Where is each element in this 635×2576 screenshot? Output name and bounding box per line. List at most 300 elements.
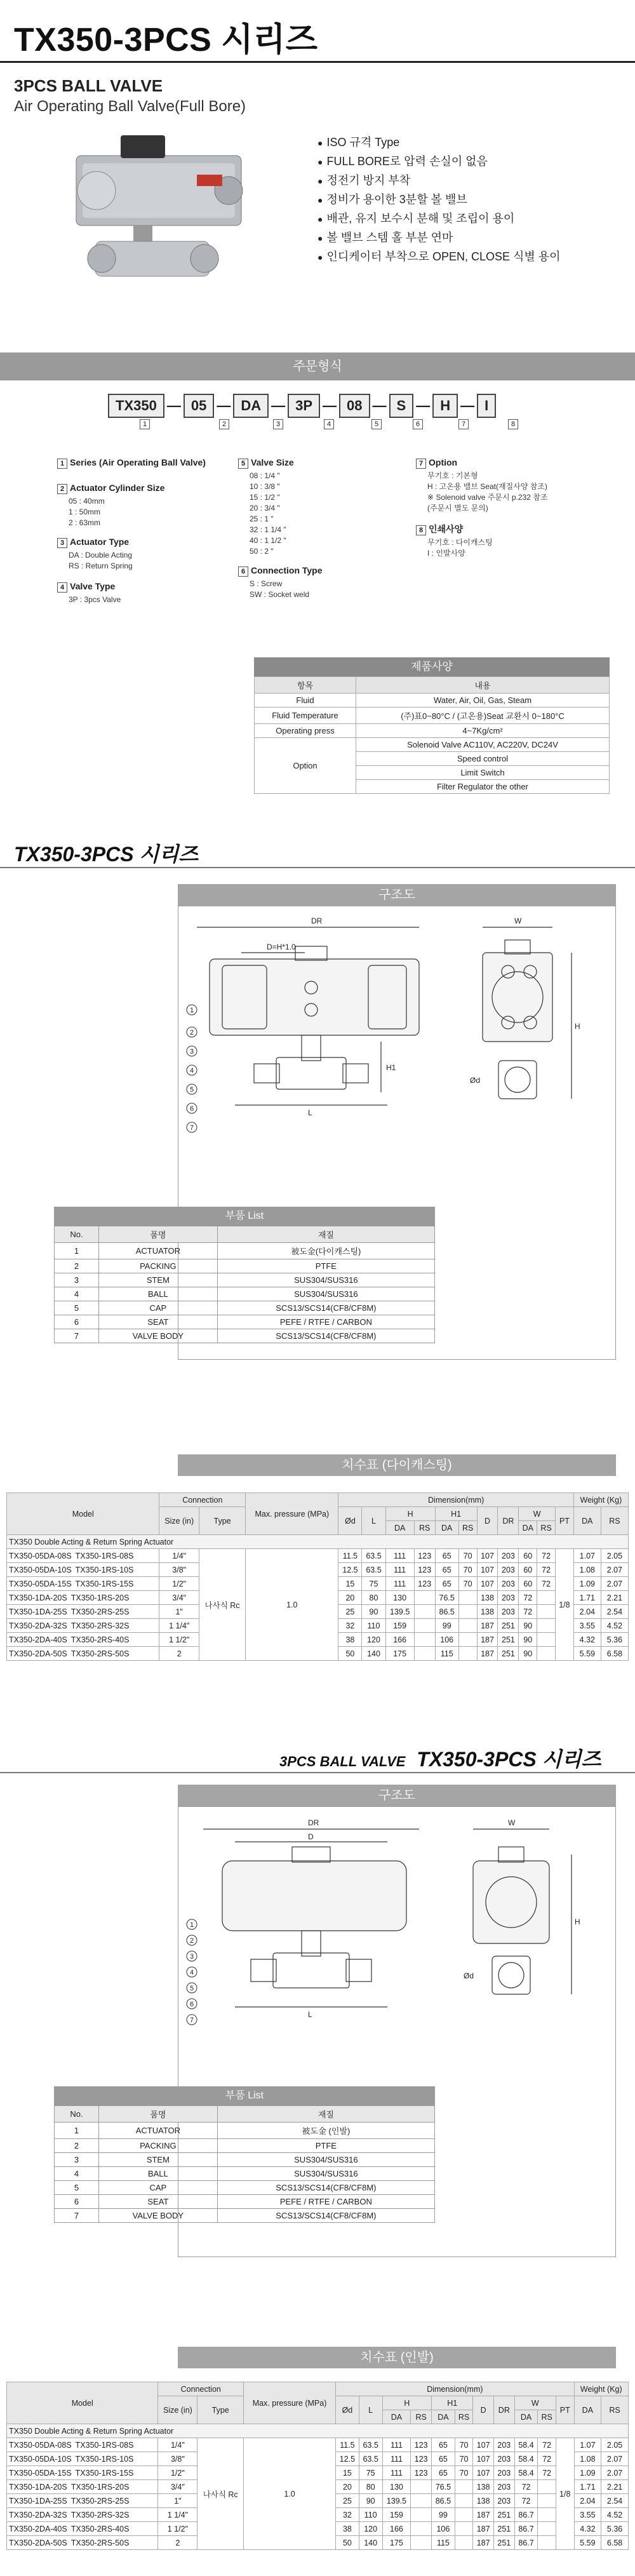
dim-header-cell: Connection (158, 2382, 244, 2396)
dim-cell: 72 (519, 1605, 537, 1619)
dim-cell (458, 1591, 477, 1605)
code-num: 8 (508, 419, 521, 429)
dim-cell (411, 2508, 432, 2522)
section1-divider (0, 867, 635, 868)
dim-label: Ød (464, 1971, 474, 1980)
dim-model-cell: TX350-2DA-32S TX350-2RS-32S (7, 1619, 159, 1633)
dim-label: H1 (386, 1063, 396, 1072)
dim-header-cell: W (519, 1507, 556, 1521)
code-valve-type: 3P (288, 394, 320, 418)
dim-cell: 86.7 (514, 2536, 538, 2550)
dim-cell: 106 (432, 2522, 455, 2536)
dim-label: DR (311, 916, 323, 925)
dim-cell: 251 (498, 1633, 519, 1647)
dim-cell: 4.32 (573, 1633, 601, 1647)
dim-cell: 2.07 (601, 1563, 628, 1577)
dim-cell: 187 (477, 1647, 498, 1661)
dim-cell: 203 (494, 2480, 515, 2494)
dim-cell: 4.32 (574, 2522, 601, 2536)
dim-cell: 4.52 (601, 1619, 628, 1633)
dim-cell: 1.07 (573, 1549, 601, 1563)
dim-header-cell: RS (458, 1521, 477, 1535)
dim-cell: 63.5 (362, 1549, 385, 1563)
dim-header-cell: RS (601, 2396, 629, 2424)
dim-cell: 90 (519, 1619, 537, 1633)
dim-cell: 65 (435, 1549, 458, 1563)
dim-cell: 107 (477, 1563, 498, 1577)
dim-model-cell: TX350-2DA-40S TX350-2RS-40S (7, 2522, 158, 2536)
dim-cell: 120 (359, 2522, 382, 2536)
dim-cell: 139.5 (385, 1605, 414, 1619)
dim-cell: 86.5 (432, 2494, 455, 2508)
dim-cell: 2.21 (601, 1591, 628, 1605)
dim-cell: 65 (432, 2438, 455, 2452)
dim-cell: 123 (414, 1577, 435, 1591)
dim-cell: 115 (435, 1647, 458, 1661)
parts-table-2: No. 품명 재질 1 ACTUATOR 被도金 (인발) 2 PACKING PTFE 3 STEM SUS304/SUS316 4 BALL SUS304/SUS316 5 CAP SCS13/SCS14(CF8/CF8M) 6 SEAT PEFE / RTFE / CARBON 7 VALVE BODY SCS13/SCS14(CF8/CF8M) (54, 2105, 435, 2223)
dim-header-cell: D (473, 2396, 494, 2424)
dim-cell: 1/2" (159, 1577, 199, 1591)
code-num: 6 (413, 419, 425, 429)
dim-model-cell: TX350-1DA-20S TX350-1RS-20S (7, 2480, 158, 2494)
dim-cell: 65 (435, 1563, 458, 1577)
section1-title: TX350-3PCS 시리즈 (14, 843, 199, 866)
dim-label: H (575, 1022, 580, 1031)
dim-cell (455, 2522, 473, 2536)
dim-header-cell: H1 (435, 1507, 477, 1521)
dim-cell: 70 (455, 2452, 473, 2466)
dim-cell: 63.5 (359, 2452, 382, 2466)
legend-actuator-size: 2 Actuator Cylinder Size 05 : 40mm 1 : 50mm 2 : 63mm (57, 483, 229, 528)
dim-cell: 111 (385, 1563, 414, 1577)
callout-1: 1 (189, 1921, 194, 1929)
valve-drawing-2 (184, 1816, 616, 2070)
dim-cell: 187 (473, 2522, 494, 2536)
legend-paint: 8 인쇄사양 무기호 : 다이캐스팅 I : 인발사양 (416, 524, 619, 559)
code-connection: S (389, 394, 414, 418)
dim-cell: 1.08 (573, 1563, 601, 1577)
dim-cell: 1/4" (159, 1549, 199, 1563)
dim-cell: 1.0 (246, 1549, 338, 1661)
dim-model-cell: TX350-05DA-08S TX350-1RS-08S (7, 1549, 159, 1563)
dim-cell: 3/4" (159, 1591, 199, 1605)
dim-cell: 90 (519, 1647, 537, 1661)
callout-7: 7 (189, 1124, 194, 1132)
dim-cell: 175 (385, 1647, 414, 1661)
dim-header-cell: Max. pressure (MPa) (244, 2382, 336, 2424)
parts-table-1: No. 품명 재질 1 ACTUATOR 被도金(다이캐스팅) 2 PACKING PTFE 3 STEM SUS304/SUS316 4 BALL SUS304/SUS316 5 CAP SCS13/SCS14(CF8/CF8M) 6 SEAT PEFE / RTFE / CARBON 7 VALVE BODY SCS13/SCS14(CF8/CF8M) (54, 1226, 435, 1343)
dim-label: Ød (470, 1076, 481, 1085)
dim-header-cell: RS (455, 2410, 473, 2424)
legend-valve-type: 4 Valve Type 3P : 3pcs Valve (57, 581, 229, 605)
dim-cell: 15 (336, 2466, 359, 2480)
dim-cell: 187 (477, 1619, 498, 1633)
callout-4: 4 (189, 1067, 194, 1075)
dim-cell (455, 2508, 473, 2522)
dim-cell: 70 (458, 1549, 477, 1563)
dims-header-1: 치수표 (다이캐스팅) (178, 1454, 616, 1476)
dim-cell: 203 (494, 2494, 515, 2508)
code-paint: I (477, 394, 496, 418)
dim-model-cell: TX350-2DA-50S TX350-2RS-50S (7, 2536, 158, 2550)
dim-cell (458, 1605, 477, 1619)
product-subtitle-2: Air Operating Ball Valve(Full Bore) (14, 98, 246, 115)
structure-header-2: 구조도 (178, 1785, 616, 1806)
dim-model-cell: TX350-1DA-25S TX350-2RS-25S (7, 1605, 159, 1619)
dim-cell: 110 (362, 1619, 385, 1633)
code-num: 4 (324, 419, 337, 429)
dim-cell: 75 (362, 1577, 385, 1591)
dim-header-cell: Weight (Kg) (574, 2382, 628, 2396)
dim-cell: 106 (435, 1633, 458, 1647)
dim-cell (455, 2494, 473, 2508)
dim-cell: 72 (519, 1591, 537, 1605)
dim-cell: 12.5 (336, 2452, 359, 2466)
dim-cell: 60 (519, 1563, 537, 1577)
dim-cell: 20 (338, 1591, 362, 1605)
dim-model-cell: TX350-05DA-15S TX350-1RS-15S (7, 2466, 158, 2480)
dim-cell: 75 (359, 2466, 382, 2480)
code-num: 1 (140, 419, 152, 429)
dim-cell (455, 2480, 473, 2494)
dim-cell: 2.07 (601, 2466, 629, 2480)
dim-cell: 15 (338, 1577, 362, 1591)
dim-model-cell: TX350-05DA-10S TX350-1RS-10S (7, 1563, 159, 1577)
dim-cell: 2.21 (601, 2480, 629, 2494)
dim-cell: 5.59 (573, 1647, 601, 1661)
feature-list (318, 133, 561, 267)
code-actuator-type: DA (233, 394, 269, 418)
dim-cell: 70 (455, 2438, 473, 2452)
callout-3: 3 (189, 1048, 194, 1056)
dim-cell: 72 (514, 2480, 538, 2494)
dim-cell: 203 (494, 2452, 515, 2466)
dim-cell (411, 2522, 432, 2536)
dim-cell: 138 (473, 2480, 494, 2494)
dim-cell: 120 (362, 1633, 385, 1647)
dim-model-cell: TX350-05DA-10S TX350-1RS-10S (7, 2452, 158, 2466)
dim-cell: 2.04 (574, 2494, 601, 2508)
dim-cell (414, 1591, 435, 1605)
dim-model-cell: TX350-05DA-08S TX350-1RS-08S (7, 2438, 158, 2452)
dim-cell: 138 (477, 1605, 498, 1619)
dim-header-cell: Model (7, 2382, 158, 2424)
code-num: 2 (219, 419, 232, 429)
dim-cell: 159 (382, 2508, 411, 2522)
dim-cell: 6.58 (601, 1647, 628, 1661)
spec-table: 항목 내용 Fluid Water, Air, Oil, Gas, Steam Fluid Temperature (주)표0~80°C / (고온용)Seat 교환시 0~180°C Operating press 4~7Kg/cm² Option Solenoid Valve AC110V, AC220V, DC24V Speed control Limit Switch Filter Regulator the other (254, 676, 610, 794)
section2-title: 3PCS BALL VALVE TX350-3PCS 시리즈 (279, 1748, 601, 1771)
code-actuator-size: 05 (184, 394, 214, 418)
dim-cell: 175 (382, 2536, 411, 2550)
dim-cell: 251 (494, 2536, 515, 2550)
dim-cell: 1.07 (574, 2438, 601, 2452)
dim-cell: 32 (336, 2508, 359, 2522)
feature-item: ● 정비가 용이한 3분할 볼 밸브 (318, 191, 561, 210)
dim-cell: 70 (455, 2466, 473, 2480)
dim-header-cell: H (382, 2396, 432, 2410)
dim-cell: 107 (473, 2452, 494, 2466)
structure-header-1: 구조도 (178, 884, 616, 906)
dim-cell: 3/8" (158, 2452, 197, 2466)
dim-cell: 110 (359, 2508, 382, 2522)
code-num: 7 (458, 419, 471, 429)
callout-5: 5 (189, 1086, 194, 1094)
dim-cell: 2.05 (601, 1549, 628, 1563)
dim-header-cell: PT (556, 2396, 574, 2424)
dim-cell: 72 (537, 1563, 556, 1577)
dim-header-cell: Ød (338, 1507, 362, 1535)
dim-model-cell: TX350-1DA-20S TX350-1RS-20S (7, 1591, 159, 1605)
dim-cell: 50 (336, 2536, 359, 2550)
dim-cell: 203 (498, 1591, 519, 1605)
dim-cell: 11.5 (336, 2438, 359, 2452)
dim-cell: 138 (477, 1591, 498, 1605)
dim-cell: 25 (336, 2494, 359, 2508)
dim-cell: 4.52 (601, 2508, 629, 2522)
dim-cell: 1 1/2" (159, 1633, 199, 1647)
legend-connection: 6 Connection Type S : Screw SW : Socket weld (238, 565, 403, 600)
parts-header-1: 부품 List (54, 1207, 435, 1226)
dim-cell: 25 (338, 1605, 362, 1619)
dim-cell: 6.58 (601, 2536, 629, 2550)
dim-cell: 20 (336, 2480, 359, 2494)
dim-model-cell: TX350-1DA-25S TX350-2RS-25S (7, 2494, 158, 2508)
dim-cell: 140 (359, 2536, 382, 2550)
dim-cell (537, 1605, 556, 1619)
dim-cell: 86.7 (514, 2508, 538, 2522)
spec-header: 제품사양 (254, 657, 610, 676)
code-valve-size: 08 (339, 394, 370, 418)
dim-header-cell: H1 (432, 2396, 473, 2410)
dim-cell: 1/2" (158, 2466, 197, 2480)
dim-cell: 1 1/4" (159, 1619, 199, 1633)
dim-header-cell: DA (382, 2410, 411, 2424)
order-code: TX350 — 05 — DA — 3P — 08 — S — H — I (108, 394, 496, 418)
dim-cell: 58.4 (514, 2438, 538, 2452)
dim-cell: 63.5 (359, 2438, 382, 2452)
dim-cell: 70 (458, 1577, 477, 1591)
dim-label: L (308, 1108, 312, 1117)
dim-cell: 72 (537, 1577, 556, 1591)
dim-cell: 251 (494, 2522, 515, 2536)
dim-header-cell: DA (519, 1521, 537, 1535)
dim-cell: 1" (158, 2494, 197, 2508)
dim-cell: 2.05 (601, 2438, 629, 2452)
dim-cell (537, 1619, 556, 1633)
callout-2: 2 (189, 1029, 194, 1036)
feature-item: ● 볼 밸브 스템 홀 부분 연마 (318, 229, 561, 248)
dim-header-cell: RS (411, 2410, 432, 2424)
dim-label: D=H*1.0 (267, 943, 296, 951)
dim-cell: 203 (498, 1549, 519, 1563)
dim-cell: 60 (519, 1577, 537, 1591)
dim-cell: 139.5 (382, 2494, 411, 2508)
dim-cell (538, 2494, 556, 2508)
dim-cell: 111 (382, 2466, 411, 2480)
dim-cell: 166 (382, 2522, 411, 2536)
dim-cell: 50 (338, 1647, 362, 1661)
dim-header-cell: RS (538, 2410, 556, 2424)
code-num: 3 (273, 419, 286, 429)
dim-cell: 187 (477, 1633, 498, 1647)
dim-cell (458, 1647, 477, 1661)
dim-cell: 32 (338, 1619, 362, 1633)
dim-cell: 130 (385, 1591, 414, 1605)
dim-group-row: TX350 Double Acting & Return Spring Actuator (7, 2424, 629, 2438)
dim-cell: 63.5 (362, 1563, 385, 1577)
dim-cell: 1 1/2" (158, 2522, 197, 2536)
dim-header-cell: H (385, 1507, 435, 1521)
dim-cell: 38 (336, 2522, 359, 2536)
dim-cell: 251 (494, 2508, 515, 2522)
dim-header-cell: DR (494, 2396, 515, 2424)
feature-item: ● 인디케이터 부착으로 OPEN, CLOSE 식별 용이 (318, 248, 561, 267)
dim-cell: 86.7 (514, 2522, 538, 2536)
dim-cell: 58.4 (514, 2452, 538, 2466)
callout-4: 4 (189, 1969, 194, 1976)
dim-header-cell: DA (514, 2410, 538, 2424)
title-divider (0, 61, 635, 63)
dim-header-cell: RS (601, 1507, 628, 1535)
dim-cell: 2.07 (601, 2452, 629, 2466)
dim-cell: 123 (411, 2438, 432, 2452)
dim-header-cell: Ød (336, 2396, 359, 2424)
dim-header-cell: DR (498, 1507, 519, 1535)
dim-header-cell: PT (556, 1507, 574, 1535)
code-series: TX350 (108, 394, 164, 418)
dim-cell: 2.54 (601, 2494, 629, 2508)
dim-cell (414, 1619, 435, 1633)
dim-cell (411, 2494, 432, 2508)
dim-cell (458, 1619, 477, 1633)
feature-item: ● FULL BORE로 압력 손실이 없음 (318, 152, 561, 171)
dim-cell: 115 (432, 2536, 455, 2550)
dim-cell (411, 2480, 432, 2494)
dim-cell: 251 (498, 1619, 519, 1633)
dim-header-cell: DA (432, 2410, 455, 2424)
dim-cell: 2.04 (573, 1605, 601, 1619)
dim-cell: 123 (411, 2466, 432, 2480)
dim-cell: 138 (473, 2494, 494, 2508)
dim-label: W (514, 916, 522, 925)
dim-cell: 58.4 (514, 2466, 538, 2480)
dim-cell: 107 (473, 2466, 494, 2480)
dim-group-row: TX350 Double Acting & Return Spring Actuator (7, 1535, 629, 1549)
dim-cell: 5.36 (601, 2522, 629, 2536)
feature-item: ● 배관, 유지 보수시 분해 및 조립이 용이 (318, 210, 561, 229)
dim-cell (458, 1633, 477, 1647)
dim-header-cell: DA (385, 1521, 414, 1535)
legend-series: 1 Series (Air Operating Ball Valve) (57, 457, 229, 471)
dim-cell: 111 (382, 2452, 411, 2466)
page-title: TX350-3PCS 시리즈 (14, 22, 318, 58)
feature-item: ● 정전기 방지 부착 (318, 171, 561, 191)
dim-label: L (308, 2010, 312, 2019)
dim-cell (538, 2480, 556, 2494)
dim-cell: 123 (414, 1563, 435, 1577)
dim-cell: 1.71 (573, 1591, 601, 1605)
dim-model-cell: TX350-2DA-32S TX350-2RS-32S (7, 2508, 158, 2522)
dim-cell: 90 (359, 2494, 382, 2508)
dim-cell: 나사식 Rc (197, 2438, 244, 2550)
feature-item: ● ISO 규격 Type (318, 133, 561, 152)
dim-cell: 123 (411, 2452, 432, 2466)
dim-cell: 111 (382, 2438, 411, 2452)
callout-5: 5 (189, 1985, 194, 1992)
dim-cell: 12.5 (338, 1563, 362, 1577)
product-subtitle: 3PCS BALL VALVE (14, 76, 163, 95)
dim-header-cell: Dimension(mm) (338, 1493, 573, 1507)
code-option: H (432, 394, 458, 418)
dim-cell: 76.5 (432, 2480, 455, 2494)
callout-3: 3 (189, 1953, 194, 1961)
dim-cell: 203 (498, 1577, 519, 1591)
order-section-header: 주문형식 (0, 352, 635, 380)
callout-7: 7 (189, 2016, 194, 2024)
dim-cell: 11.5 (338, 1549, 362, 1563)
legend-valve-size: 5 Valve Size 08 : 1/4 " 10 : 3/8 " 15 : 1/2 " 20 : 3/4 " 25 : 1 " 32 : 1 1/4 " 40 : 1 1/2 " 50 : 2 " (238, 457, 403, 557)
dim-cell: 130 (382, 2480, 411, 2494)
dim-header-cell: Connection (159, 1493, 246, 1507)
dim-cell: 1/8 (556, 1549, 574, 1661)
code-num: 5 (371, 419, 384, 429)
dim-cell: 2 (159, 1647, 199, 1661)
dim-cell (538, 2536, 556, 2550)
dim-model-cell: TX350-05DA-15S TX350-1RS-15S (7, 1577, 159, 1591)
dim-header-cell: Dimension(mm) (336, 2382, 575, 2396)
dim-cell: 1/4" (158, 2438, 197, 2452)
dim-header-cell: DA (573, 1507, 601, 1535)
valve-drawing-1 (184, 915, 616, 1175)
dim-cell (414, 1605, 435, 1619)
dim-cell: 203 (494, 2438, 515, 2452)
dim-cell (455, 2536, 473, 2550)
table-row (7, 2438, 629, 2452)
dim-header-cell: RS (414, 1521, 435, 1535)
dim-cell: 나사식 Rc (199, 1549, 245, 1661)
dim-header-cell: DA (574, 2396, 601, 2424)
dim-cell: 65 (432, 2452, 455, 2466)
dim-cell: 72 (538, 2452, 556, 2466)
dim-cell: 1.0 (244, 2438, 336, 2550)
dim-cell (414, 1633, 435, 1647)
dim-cell: 166 (385, 1633, 414, 1647)
dim-cell: 203 (498, 1563, 519, 1577)
dim-label: DR (308, 1818, 319, 1827)
dim-cell: 1 1/4" (158, 2508, 197, 2522)
legend-actuator-type: 3 Actuator Type DA : Double Acting RS : Return Spring (57, 537, 229, 572)
dim-cell: 203 (498, 1605, 519, 1619)
callout-2: 2 (189, 1937, 194, 1945)
dim-header-cell: L (362, 1507, 385, 1535)
dim-cell: 251 (498, 1647, 519, 1661)
dim-cell: 2 (158, 2536, 197, 2550)
dim-cell (538, 2508, 556, 2522)
dim-cell: 1.08 (574, 2452, 601, 2466)
dim-cell: 2.54 (601, 1605, 628, 1619)
dim-cell: 99 (435, 1619, 458, 1633)
dim-cell: 2.07 (601, 1577, 628, 1591)
dim-label: W (508, 1818, 516, 1827)
dim-cell: 159 (385, 1619, 414, 1633)
dim-cell: 107 (477, 1549, 498, 1563)
callout-1: 1 (189, 1007, 194, 1014)
dim-cell: 90 (519, 1633, 537, 1647)
dim-cell: 107 (473, 2438, 494, 2452)
dim-cell: 3.55 (574, 2508, 601, 2522)
dim-header-cell: Max. pressure (MPa) (246, 1493, 338, 1535)
